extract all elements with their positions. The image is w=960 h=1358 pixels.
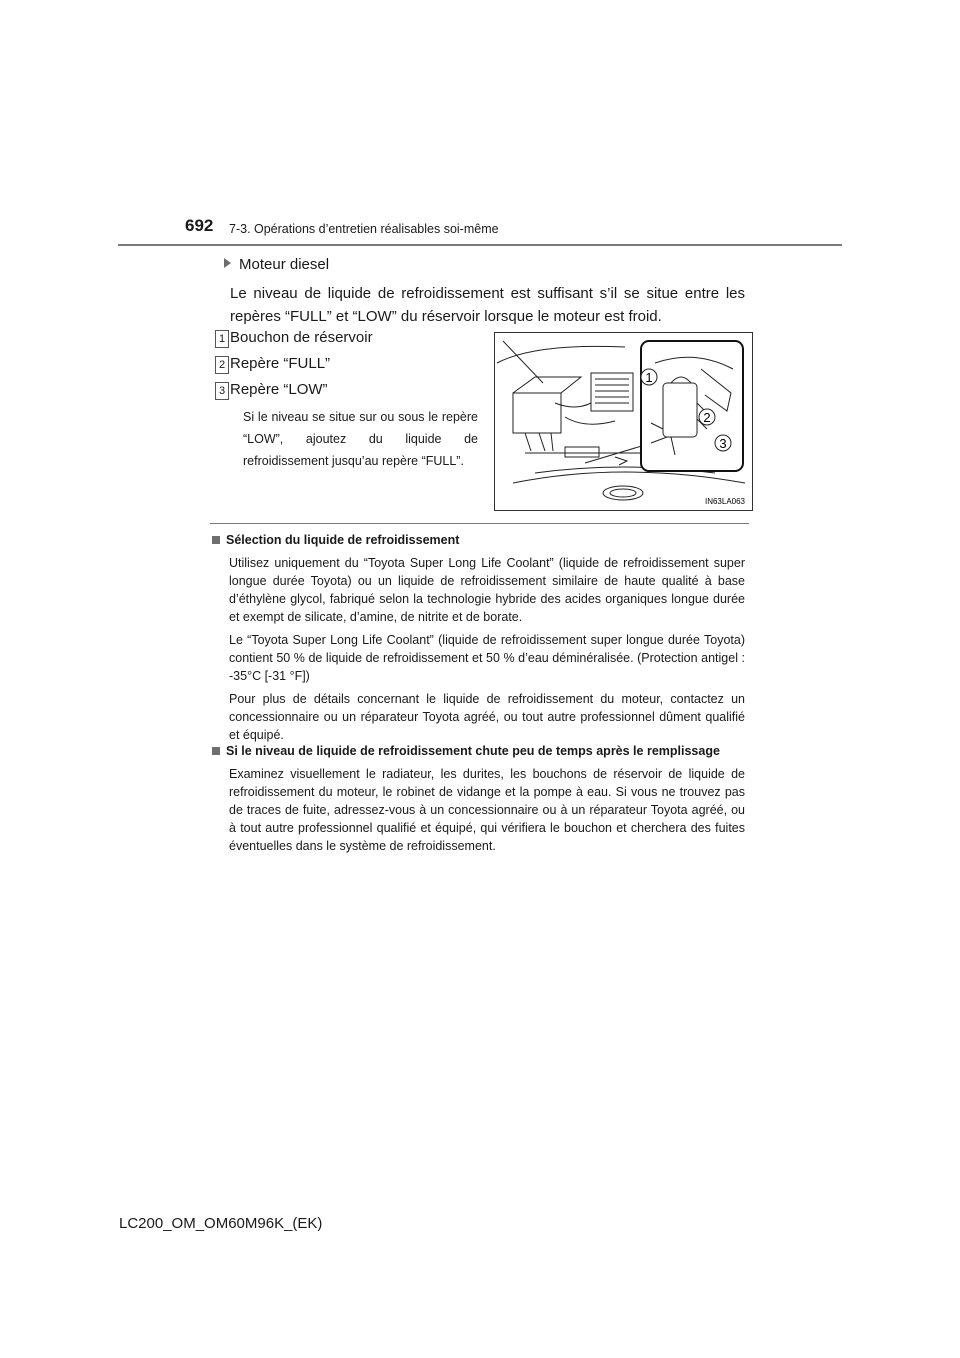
figure-code: IN63LA063 [704, 497, 745, 506]
info-block-level-drop [212, 742, 745, 855]
info-block-heading-text: Si le niveau de liquide de refroidissement chute peu de temps après le remplissage [226, 744, 720, 758]
subsection-label: Moteur diesel [239, 256, 330, 273]
callout-label: Repère “LOW” [230, 381, 328, 398]
callout-label: Bouchon de réservoir [230, 329, 373, 346]
figure-label-2: 2 [703, 410, 711, 425]
callout-item [218, 381, 328, 398]
callout-number: 1 [215, 330, 229, 348]
header-divider [118, 244, 842, 246]
triangle-bullet-icon [224, 258, 231, 268]
info-block-heading-text: Sélection du liquide de refroidissement [226, 533, 460, 547]
section-divider [210, 523, 749, 524]
figure-label-3: 3 [719, 436, 727, 451]
square-bullet-icon [212, 536, 220, 544]
level-note: Si le niveau se situe sur ou sous le repère “LOW”, ajoutez du liquide de refroidissement jusqu’au repère “FULL”. [243, 410, 478, 468]
square-bullet-icon [212, 747, 220, 755]
engine-bay-figure [494, 332, 753, 511]
callout-number: 3 [215, 382, 229, 400]
footer-code: LC200_OM_OM60M96K_(EK) [119, 1215, 323, 1232]
callout-item [218, 329, 373, 346]
info-paragraph: Le “Toyota Super Long Life Coolant” (liquide de refroidissement super longue durée Toyota) contient 50 % de liquide de refroidissement et 50 % d’eau déminéralisée. (Protection antigel : -35°C [-31 °F]) [229, 633, 745, 683]
callout-label: Repère “FULL” [230, 355, 331, 372]
engine-bay-illustration [495, 333, 752, 510]
info-block-heading [212, 531, 745, 549]
callout-item [218, 355, 331, 372]
info-paragraph: Pour plus de détails concernant le liquide de refroidissement du moteur, contactez un concessionnaire ou un réparateur Toyota agréé, ou tout autre professionnel dûment qualifié et équipé. [229, 692, 745, 742]
intro-paragraph: Le niveau de liquide de refroidissement est suffisant s’il se situe entre les repères “FULL” et “LOW” du réservoir lorsque le moteur est froid. [230, 285, 745, 325]
figure-label-1: 1 [645, 370, 653, 385]
info-paragraph: Utilisez uniquement du “Toyota Super Long Life Coolant” (liquide de refroidissement super longue durée Toyota) ou un liquide de refroidissement similaire de haute qualité à base d’éthylène glycol, fabriqué selon la technologie hybride des acides organiques longue durée et exempt de silicate, d’amine, de nitrite et de borate. [229, 556, 745, 624]
subsection-heading [224, 256, 329, 273]
callout-number: 2 [215, 356, 229, 374]
info-block-heading [212, 742, 745, 760]
info-paragraph: Examinez visuellement le radiateur, les durites, les bouchons de réservoir de liquide de refroidissement du moteur, le robinet de vidange et la pompe à eau. Si vous ne trouvez pas de traces de fuite, adressez-vous à un concessionnaire ou à un réparateur Toyota agréé, ou à tout autre professionnel qualifié et équipé, qui vérifiera le bouchon et cherchera des fuites éventuelles dans le système de refroidissement. [229, 767, 745, 853]
info-block-coolant-selection [212, 531, 745, 744]
section-title: 7-3. Opérations d’entretien réalisables soi-même [229, 222, 499, 236]
page-number: 692 [185, 216, 214, 235]
